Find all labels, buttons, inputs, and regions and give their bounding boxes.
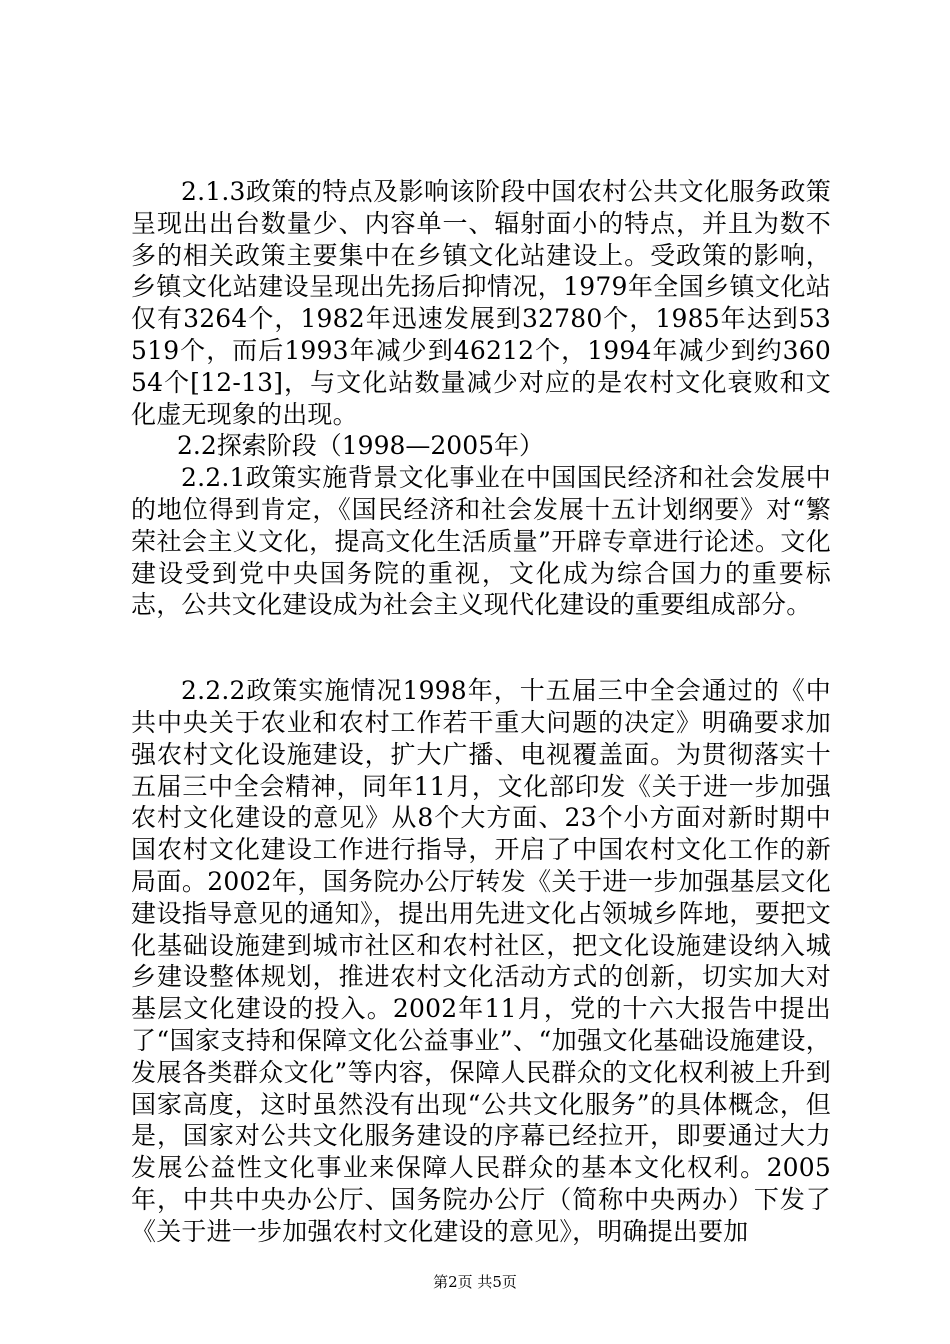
paragraph-policy-background: 2.2.1政策实施背景文化事业在中国国民经济和社会发展中的地位得到肯定，《国民经济和社会发展十五计划纲要》对“繁荣社会主义文化，提高文化生活质量”开辟专章进行论述。文化建设受到党中央国务院的重视，文化成为综合国力的重要标志，公共文化建设成为社会主义现代化建设的重要组成部分。 [131,463,831,620]
document-body [131,176,831,1248]
section-heading-exploration-stage: 2.2探索阶段（1998—2005年） [177,431,545,461]
paragraph-spacer [131,621,831,675]
page-number-footer: 第2页 共5页 [433,1273,517,1291]
paragraph-policy-implementation: 2.2.2政策实施情况1998年，十五届三中全会通过的《中共中央关于农业和农村工作若干重大问题的决定》明确要求加强农村文化设施建设，扩大广播、电视覆盖面。为贯彻落实十五届三中全会精神，同年11月，文化部印发《关于进一步加强农村文化建设的意见》从8个大方面、23个小方面对新时期中国农村文化建设工作进行指导，开启了中国农村文化工作的新局面。2002年，国务院办公厅转发《关于进一步加强基层文化建设指导意见的通知》，提出用先进文化占领城乡阵地，要把文化基础设施建到城市社区和农村社区，把文化设施建设纳入城乡建设整体规划，推进农村文化活动方式的创新，切实加大对基层文化建设的投入。2002年11月，党的十六大报告中提出了“国家支持和保障文化公益事业”、“加强文化基础设施建设，发展各类群众文化”等内容，保障人民群众的文化权利被上升到国家高度，这时虽然没有出现“公共文化服务”的具体概念，但是，国家对公共文化服务建设的序幕已经拉开，即要通过大力发展公益性文化事业来保障人民群众的基本文化权利。2005年，中共中央办公厅、国务院办公厅（简称中央两办）下发了《关于进一步加强农村文化建设的意见》，明确提出要加 [131,676,831,1246]
paragraph-policy-characteristics: 2.1.3政策的特点及影响该阶段中国农村公共文化服务政策呈现出出台数量少、内容单一、辐射面小的特点，并且为数不多的相关政策主要集中在乡镇文化站建设上。受政策的影响，乡镇文化站建设呈现出先扬后抑情况，1979年全国乡镇文化站仅有3264个，1982年迅速发展到32780个，1985年达到53519个，而后1993年减少到46212个，1994年减少到约36054个[12-13]，与文化站数量减少对应的是农村文化衰败和文化虚无现象的出现。 [131,177,831,429]
